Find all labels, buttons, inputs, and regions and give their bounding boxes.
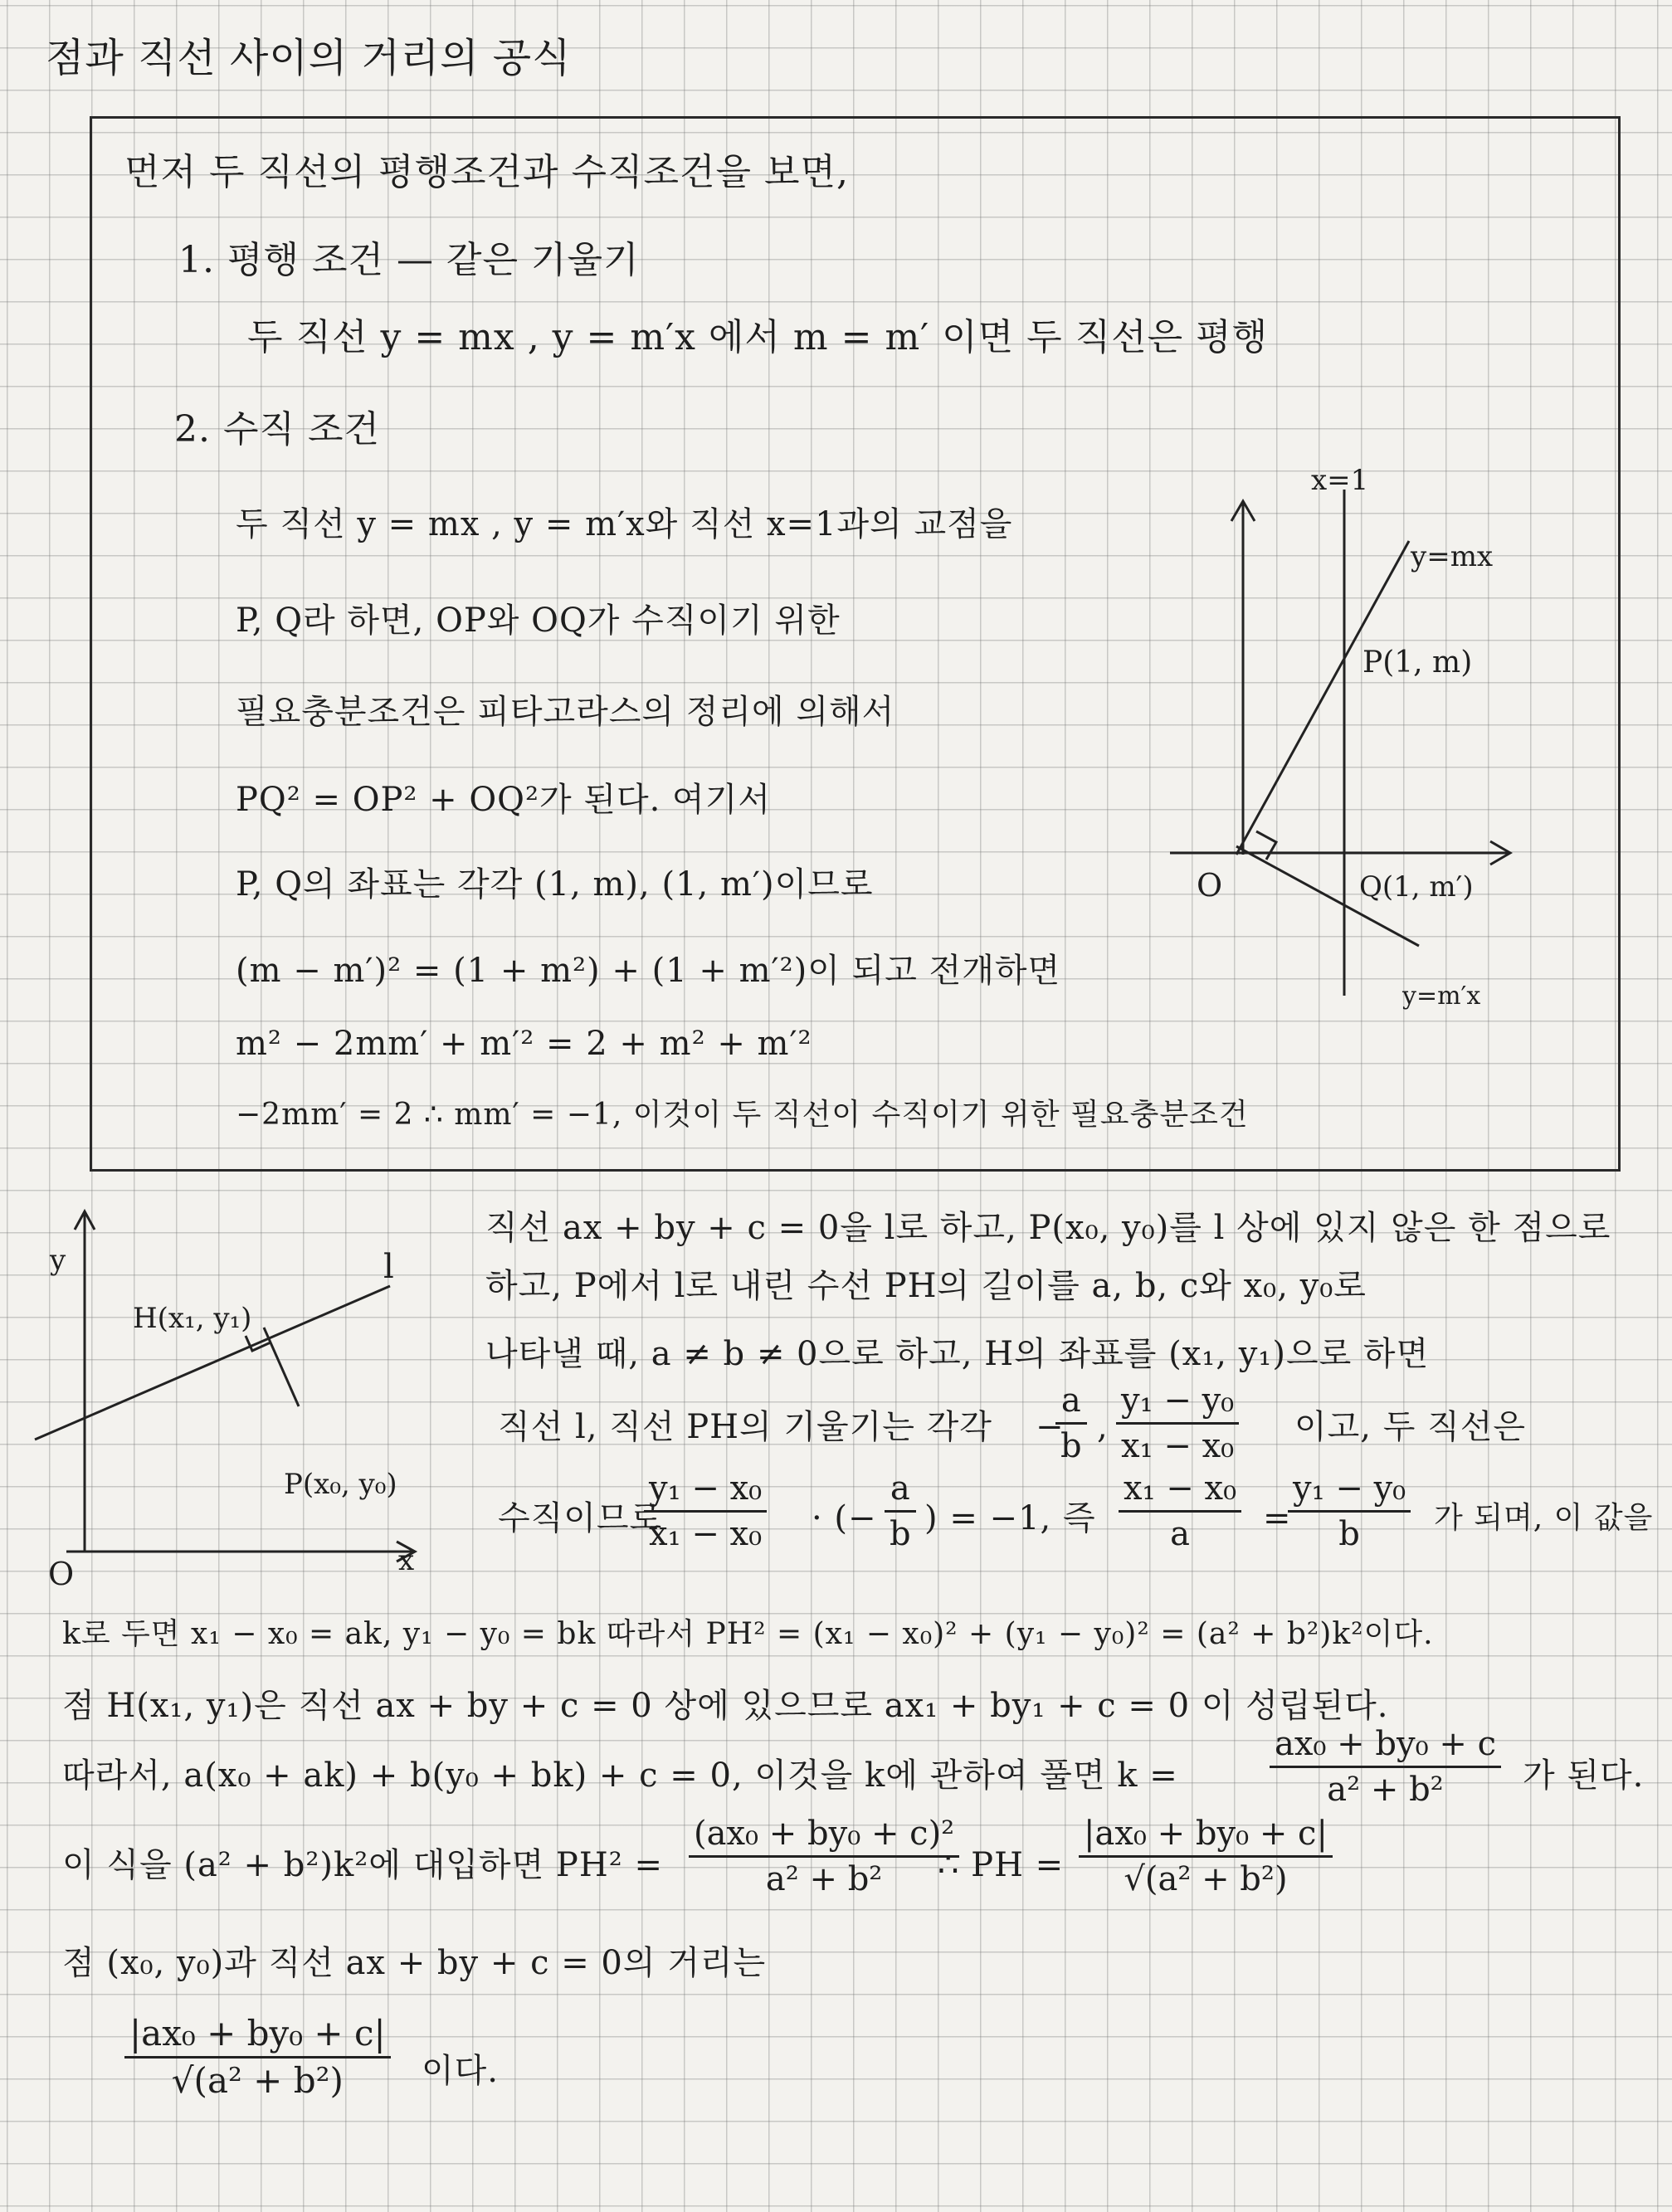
slopes-prefix: 직선 l, 직선 PH의 기울기는 각각 xyxy=(498,1408,992,1446)
fig1-line-mx xyxy=(1236,541,1409,855)
distance-text: 점 (x₀, y₀)과 직선 ax + by + c = 0의 거리는 xyxy=(62,1944,767,1982)
ratio2-den: b xyxy=(1338,1515,1360,1553)
fig2-label-l: l xyxy=(383,1248,394,1286)
box-intro: 먼저 두 직선의 평행조건과 수직조건을 보면, xyxy=(124,151,849,193)
ratio1-fraction xyxy=(1119,1469,1241,1553)
bottom-line-2: 점 H(x₁, y₁)은 직선 ax + by + c = 0 상에 있으므로 ax₁ + by₁ + c = 0 이 성립된다. xyxy=(62,1687,1389,1725)
perp-line-3: 필요충분조건은 피타고라스의 정리에 의해서 xyxy=(236,693,895,731)
derivation-line-2: 하고, P에서 l로 내린 수선 PH의 길이를 a, b, c와 x₀, y₀로 xyxy=(485,1267,1367,1305)
perp-ab-fraction xyxy=(885,1469,916,1553)
fig2-label-y: y xyxy=(50,1244,66,1277)
fig2-label-x: x xyxy=(398,1544,415,1577)
perp-b: b xyxy=(890,1515,911,1553)
slope-l-den: b xyxy=(1060,1427,1082,1465)
ph-den: √(a² + b²) xyxy=(1124,1860,1288,1898)
ratio1-den: a xyxy=(1170,1515,1190,1553)
fig2-label-origin: O xyxy=(48,1556,75,1592)
bottom-line-1: k로 두면 x₁ − x₀ = ak, y₁ − y₀ = bk 따라서 PH² = (x₁ − x₀)² + (y₁ − y₀)² = (a² + b²)k²이다. xyxy=(62,1617,1434,1651)
perp-line-4: PQ² = OP² + OQ²가 된다. 여기서 xyxy=(236,781,771,819)
slope-l-fraction xyxy=(1055,1381,1087,1465)
perp-fraction xyxy=(644,1469,767,1553)
fig1-label-origin: O xyxy=(1197,867,1223,904)
ph-text: ∴ PH = xyxy=(938,1846,1065,1884)
slope-ph-den: x₁ − x₀ xyxy=(1121,1427,1235,1465)
perp-den: x₁ − x₀ xyxy=(649,1515,763,1553)
ratio2-fraction xyxy=(1288,1469,1411,1553)
k-num: ax₀ + by₀ + c xyxy=(1270,1727,1501,1768)
fig2-perpendicular-ph xyxy=(264,1328,299,1406)
derivation-line-1: 직선 ax + by + c = 0을 l로 하고, P(x₀, y₀)를 l 상에 있지 않은 한 점으로 xyxy=(485,1209,1611,1247)
k-fraction xyxy=(1270,1725,1501,1809)
fig1-label-p: P(1, m) xyxy=(1362,646,1473,680)
perp-line-1: 두 직선 y = mx , y = m′x와 직선 x=1과의 교점을 xyxy=(236,505,1013,543)
perpendicular-lines-figure xyxy=(1145,465,1610,1012)
perp-eq: ) = −1, 즉 xyxy=(924,1499,1096,1537)
slope-ph-fraction xyxy=(1116,1381,1239,1465)
fig2-label-h: H(x₁, y₁) xyxy=(133,1302,252,1335)
slope-ph-num: y₁ − y₀ xyxy=(1116,1384,1239,1425)
final-formula-fraction xyxy=(124,2013,391,2101)
k-den: a² + b² xyxy=(1327,1771,1444,1809)
perp-num: y₁ − x₀ xyxy=(644,1472,767,1513)
ph-squared-num: (ax₀ + by₀ + c)² xyxy=(689,1817,959,1858)
point-line-distance-figure xyxy=(25,1203,473,1593)
ph-squared-fraction xyxy=(689,1817,959,1896)
fig2-label-p: P(x₀, y₀) xyxy=(284,1468,397,1501)
ratio1-num: x₁ − x₀ xyxy=(1119,1472,1241,1513)
perp-line-6: (m − m′)² = (1 + m²) + (1 + m′²)이 되고 전개하면 xyxy=(236,952,1061,990)
derivation-line-3: 나타낼 때, a ≠ b ≠ 0으로 하고, H의 좌표를 (x₁, y₁)으로 하면 xyxy=(485,1335,1430,1373)
page-title: 점과 직선 사이의 거리의 공식 xyxy=(46,35,572,81)
perp-line-2: P, Q라 하면, OP와 OQ가 수직이기 위한 xyxy=(236,602,841,640)
slope-l-num: a xyxy=(1055,1384,1087,1425)
perp-prefix: 수직이므로 xyxy=(498,1499,663,1537)
slopes-tail: 이고, 두 직선은 xyxy=(1294,1408,1526,1446)
perp-mid: · (− xyxy=(812,1499,877,1537)
perp-line-5: P, Q의 좌표는 각각 (1, m), (1, m′)이므로 xyxy=(236,865,874,904)
fig1-right-angle-mark xyxy=(1256,831,1276,860)
parallel-text: 두 직선 y = mx , y = m′x 에서 m = m′ 이면 두 직선은 평행 xyxy=(247,316,1269,358)
ph-num: |ax₀ + by₀ + c| xyxy=(1079,1817,1333,1858)
final-den: √(a² + b²) xyxy=(171,2060,344,2101)
ratio-tail: 가 되며, 이 값을 xyxy=(1434,1501,1654,1535)
perp-line-8: −2mm′ = 2 ∴ mm′ = −1, 이것이 두 직선이 수직이기 위한 필요충분조건 xyxy=(236,1098,1249,1132)
parallel-heading: 1. 평행 조건 — 같은 기울기 xyxy=(178,239,640,281)
substitute-text: 이 식을 (a² + b²)k²에 대입하면 PH² = xyxy=(62,1846,663,1884)
k-tail: 가 된다. xyxy=(1523,1756,1645,1795)
ratio-eq: = xyxy=(1263,1499,1292,1537)
final-tail: 이다. xyxy=(422,2052,499,2090)
slope-sep: , xyxy=(1097,1408,1109,1446)
slope-minus: − xyxy=(1036,1408,1065,1446)
final-num: |ax₀ + by₀ + c| xyxy=(124,2016,391,2059)
fig1-label-mx: y=mx xyxy=(1411,540,1494,573)
ph-squared-den: a² + b² xyxy=(765,1860,883,1898)
bottom-line-3: 따라서, a(x₀ + ak) + b(y₀ + bk) + c = 0, 이것을 k에 관하여 풀면 k = xyxy=(62,1756,1178,1795)
ph-fraction xyxy=(1079,1817,1333,1896)
perpendicular-heading: 2. 수직 조건 xyxy=(174,408,380,451)
perp-line-7: m² − 2mm′ + m′² = 2 + m² + m′² xyxy=(236,1025,812,1063)
fig1-label-x1: x=1 xyxy=(1311,464,1369,497)
fig1-label-m2x: y=m′x xyxy=(1402,982,1481,1011)
perp-a: a xyxy=(885,1472,916,1513)
ratio2-num: y₁ − y₀ xyxy=(1288,1472,1411,1513)
fig1-label-q: Q(1, m′) xyxy=(1359,870,1474,904)
